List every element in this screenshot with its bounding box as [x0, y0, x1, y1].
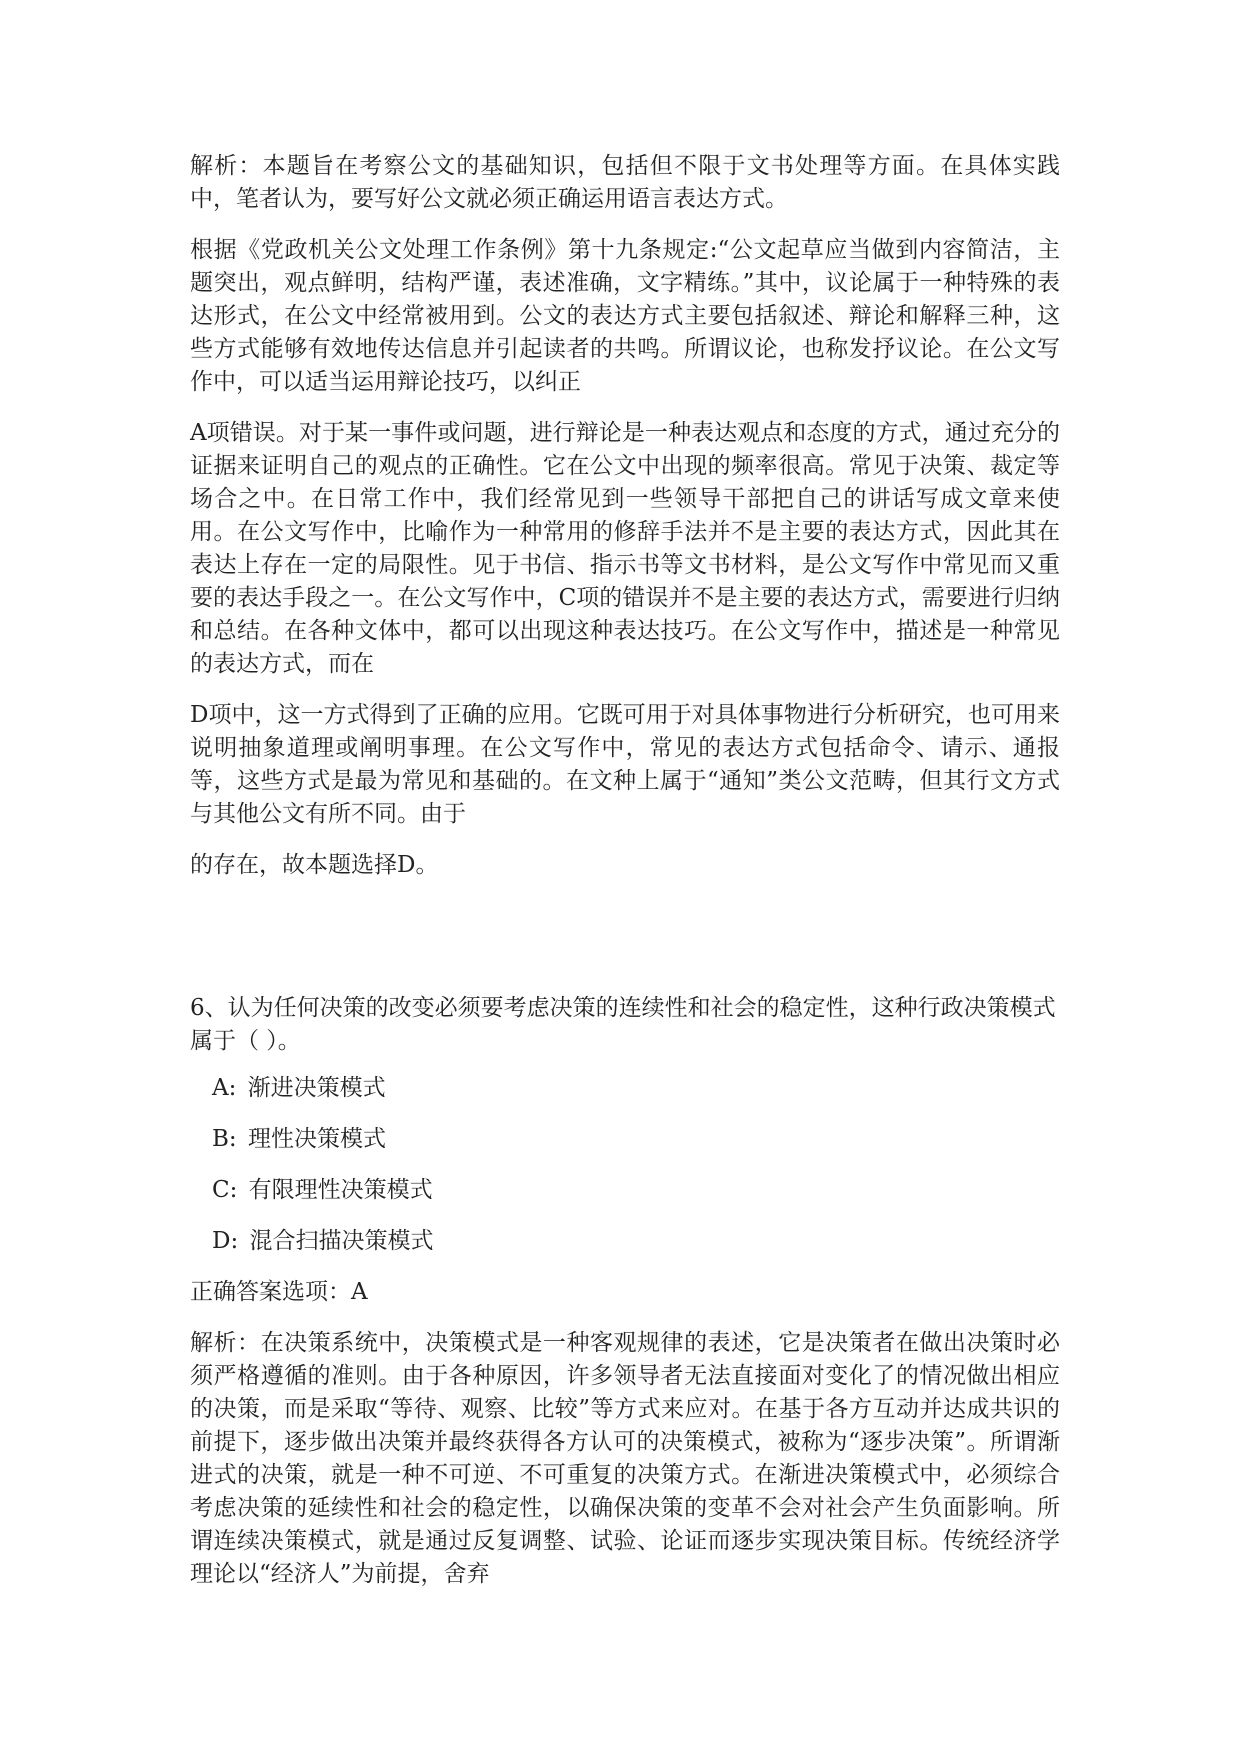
option-c-text: 有限理性决策模式: [248, 1177, 433, 1203]
option-d: [212, 1225, 1060, 1258]
option-c: [212, 1174, 1060, 1207]
option-d-key: D:: [212, 1228, 239, 1254]
section-spacer: [190, 882, 1060, 992]
option-b: [212, 1123, 1060, 1156]
option-a-text: 渐进决策模式: [247, 1075, 386, 1101]
analysis-paragraph-3: A项错误。对于某一事件或问题，进行辩论是一种表达观点和态度的方式，通过充分的证据来证明自己的观点的正确性。它在公文中出现的频率很高。常见于决策、裁定等场合之中。在日常工作中，我们经常见到一些领导干部把自己的讲话写成文章来使用。在公文写作中，比喻作为一种常用的修辞手法并不是主要的表达方式，因此其在表达上存在一定的局限性。见于书信、指示书等文书材料，是公文写作中常见而又重要的表达手段之一。在公文写作中，C项的错误并不是主要的表达方式，需要进行归纳和总结。在各种文体中，都可以出现这种表达技巧。在公文写作中，描述是一种常见的表达方式，而在: [190, 420, 1060, 677]
analysis-paragraph-1: 解析：本题旨在考察公文的基础知识，包括但不限于文书处理等方面。在具体实践中，笔者认为，要写好公文就必须正确运用语言表达方式。: [190, 153, 1060, 212]
document-page: [190, 150, 1060, 1591]
option-b-key: B:: [212, 1126, 237, 1152]
analysis-paragraph-2: 根据《党政机关公文处理工作条例》第十九条规定:“公文起草应当做到内容简洁，主题突出，观点鲜明，结构严谨，表述准确，文字精练。”其中，议论属于一种特殊的表达形式，在公文中经常被用到。公文的表达方式主要包括叙述、辩论和解释三种，这些方式能够有效地传达信息并引起读者的共鸣。所谓议论，也称发抒议论。在公文写作中，可以适当运用辩论技巧，以纠正: [190, 237, 1060, 395]
analysis-paragraph-5: 的存在，故本题选择D。: [190, 852, 439, 878]
question-stem: 6、认为任何决策的改变必须要考虑决策的连续性和社会的稳定性，这种行政决策模式属于（ ）。: [190, 995, 1056, 1054]
option-list: [212, 1072, 1060, 1258]
option-c-key: C:: [212, 1177, 238, 1203]
analysis-paragraph-4: D项中，这一方式得到了正确的应用。它既可用于对具体事物进行分析研究，也可用来说明抽象道理或阐明事理。在公文写作中，常见的表达方式包括命令、请示、通报等，这些方式是最为常见和基础的。在文种上属于“通知”类公文范畴，但其行文方式与其他公文有所不同。由于: [190, 702, 1060, 827]
option-a: [212, 1072, 1060, 1105]
correct-answer: 正确答案选项：A: [190, 1279, 368, 1305]
option-d-text: 混合扫描决策模式: [249, 1228, 434, 1254]
option-b-text: 理性决策模式: [247, 1126, 386, 1152]
option-a-key: A:: [212, 1075, 237, 1101]
question-analysis: 解析：在决策系统中，决策模式是一种客观规律的表述，它是决策者在做出决策时必须严格遵循的准则。由于各种原因，许多领导者无法直接面对变化了的情况做出相应的决策，而是采取“等待、观察、比较”等方式来应对。在基于各方互动并达成共识的前提下，逐步做出决策并最终获得各方认可的决策模式，被称为“逐步决策”。所谓渐进式的决策，就是一种不可逆、不可重复的决策方式。在渐进决策模式中，必须综合考虑决策的延续性和社会的稳定性，以确保决策的变革不会对社会产生负面影响。所谓连续决策模式，就是通过反复调整、试验、论证而逐步实现决策目标。传统经济学理论以“经济人”为前提，舍弃: [190, 1330, 1060, 1587]
